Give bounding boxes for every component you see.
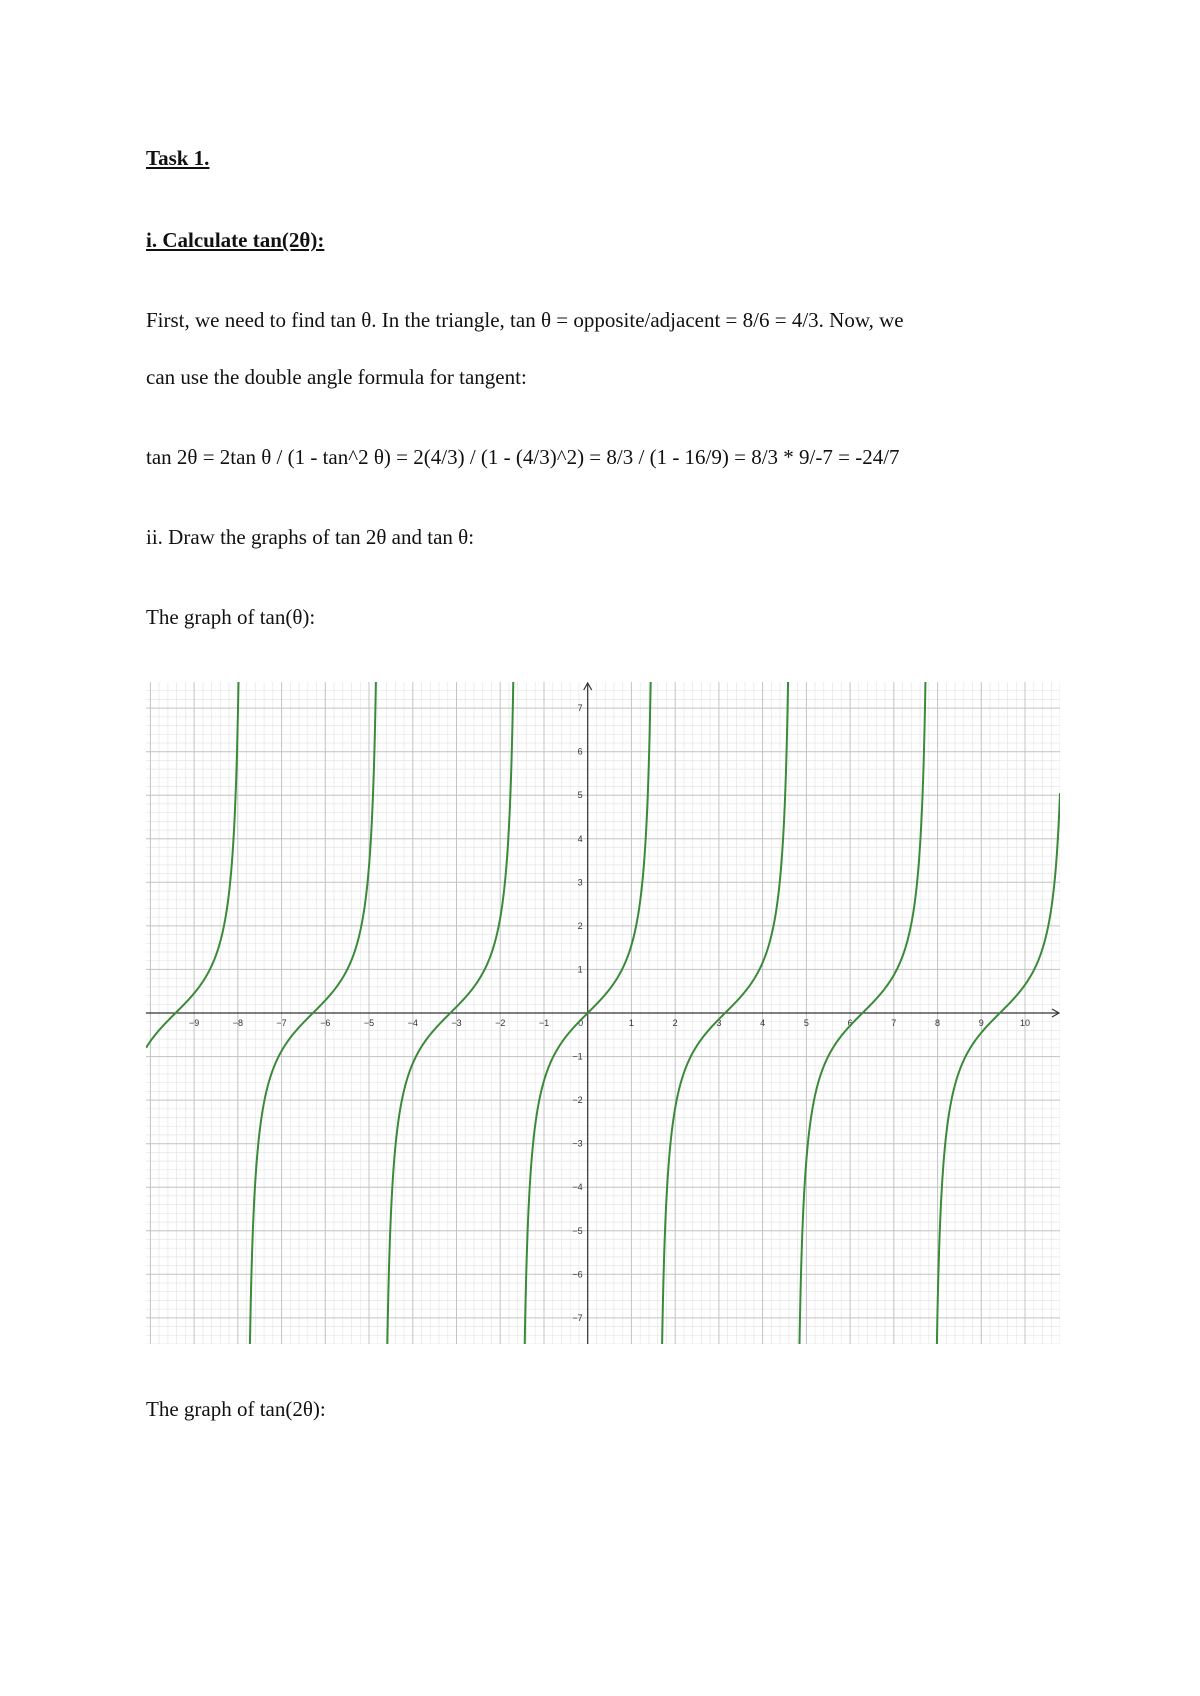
x-tick-label: 4	[760, 1018, 766, 1028]
y-tick-label: −1	[572, 1051, 583, 1062]
task-title: Task 1.	[146, 146, 210, 170]
y-tick-label: −4	[572, 1182, 583, 1193]
x-tick-label: −7	[276, 1018, 287, 1028]
y-tick-label: −6	[572, 1269, 583, 1280]
y-tick-label: −2	[572, 1095, 583, 1106]
y-tick-label: 5	[577, 790, 583, 801]
x-tick-label: 6	[847, 1018, 853, 1028]
x-tick-label: 0	[578, 1018, 584, 1028]
y-tick-label: 1	[577, 964, 583, 975]
tan-graph	[146, 682, 1060, 1344]
x-tick-label: 3	[716, 1018, 722, 1028]
x-tick-label: −3	[451, 1018, 462, 1028]
paragraph-line-1: First, we need to find tan θ. In the triangle, tan θ = opposite/adjacent = 8/6 = 4/3. Now, we	[146, 308, 904, 332]
x-tick-label: 7	[891, 1018, 897, 1028]
y-tick-label: 4	[577, 833, 583, 844]
section-heading: i. Calculate tan(2θ):	[146, 228, 325, 252]
x-tick-label: 10	[1020, 1018, 1031, 1028]
paragraph-line-2: can use the double angle formula for tangent:	[146, 365, 527, 389]
x-tick-label: 8	[935, 1018, 941, 1028]
x-tick-label: −4	[407, 1018, 418, 1028]
y-tick-label: −7	[572, 1312, 583, 1323]
x-tick-label: −6	[320, 1018, 331, 1028]
y-tick-label: −5	[572, 1225, 583, 1236]
y-tick-label: −3	[572, 1138, 583, 1149]
x-tick-label: −9	[188, 1018, 200, 1028]
x-tick-label: 1	[628, 1018, 634, 1028]
y-tick-label: 6	[577, 746, 583, 757]
part-ii-heading: ii. Draw the graphs of tan 2θ and tan θ:	[146, 525, 475, 549]
x-tick-label: −5	[363, 1018, 375, 1028]
y-tick-label: 3	[577, 877, 583, 888]
x-tick-label: −1	[538, 1018, 550, 1028]
y-tick-label: 7	[577, 703, 583, 714]
x-tick-label: 5	[803, 1018, 809, 1028]
graph-caption-tan: The graph of tan(θ):	[146, 605, 316, 629]
x-tick-label: −2	[495, 1018, 506, 1028]
y-tick-label: 2	[577, 920, 583, 931]
x-tick-label: −8	[232, 1018, 243, 1028]
x-tick-label: 2	[672, 1018, 678, 1028]
double-angle-formula: tan 2θ = 2tan θ / (1 - tan^2 θ) = 2(4/3) / (1 - (4/3)^2) = 8/3 / (1 - 16/9) = 8/3 * 9/-7 = -24/7	[146, 445, 900, 469]
x-tick-label: 9	[978, 1018, 984, 1028]
graph-caption-tan2: The graph of tan(2θ):	[146, 1397, 326, 1421]
